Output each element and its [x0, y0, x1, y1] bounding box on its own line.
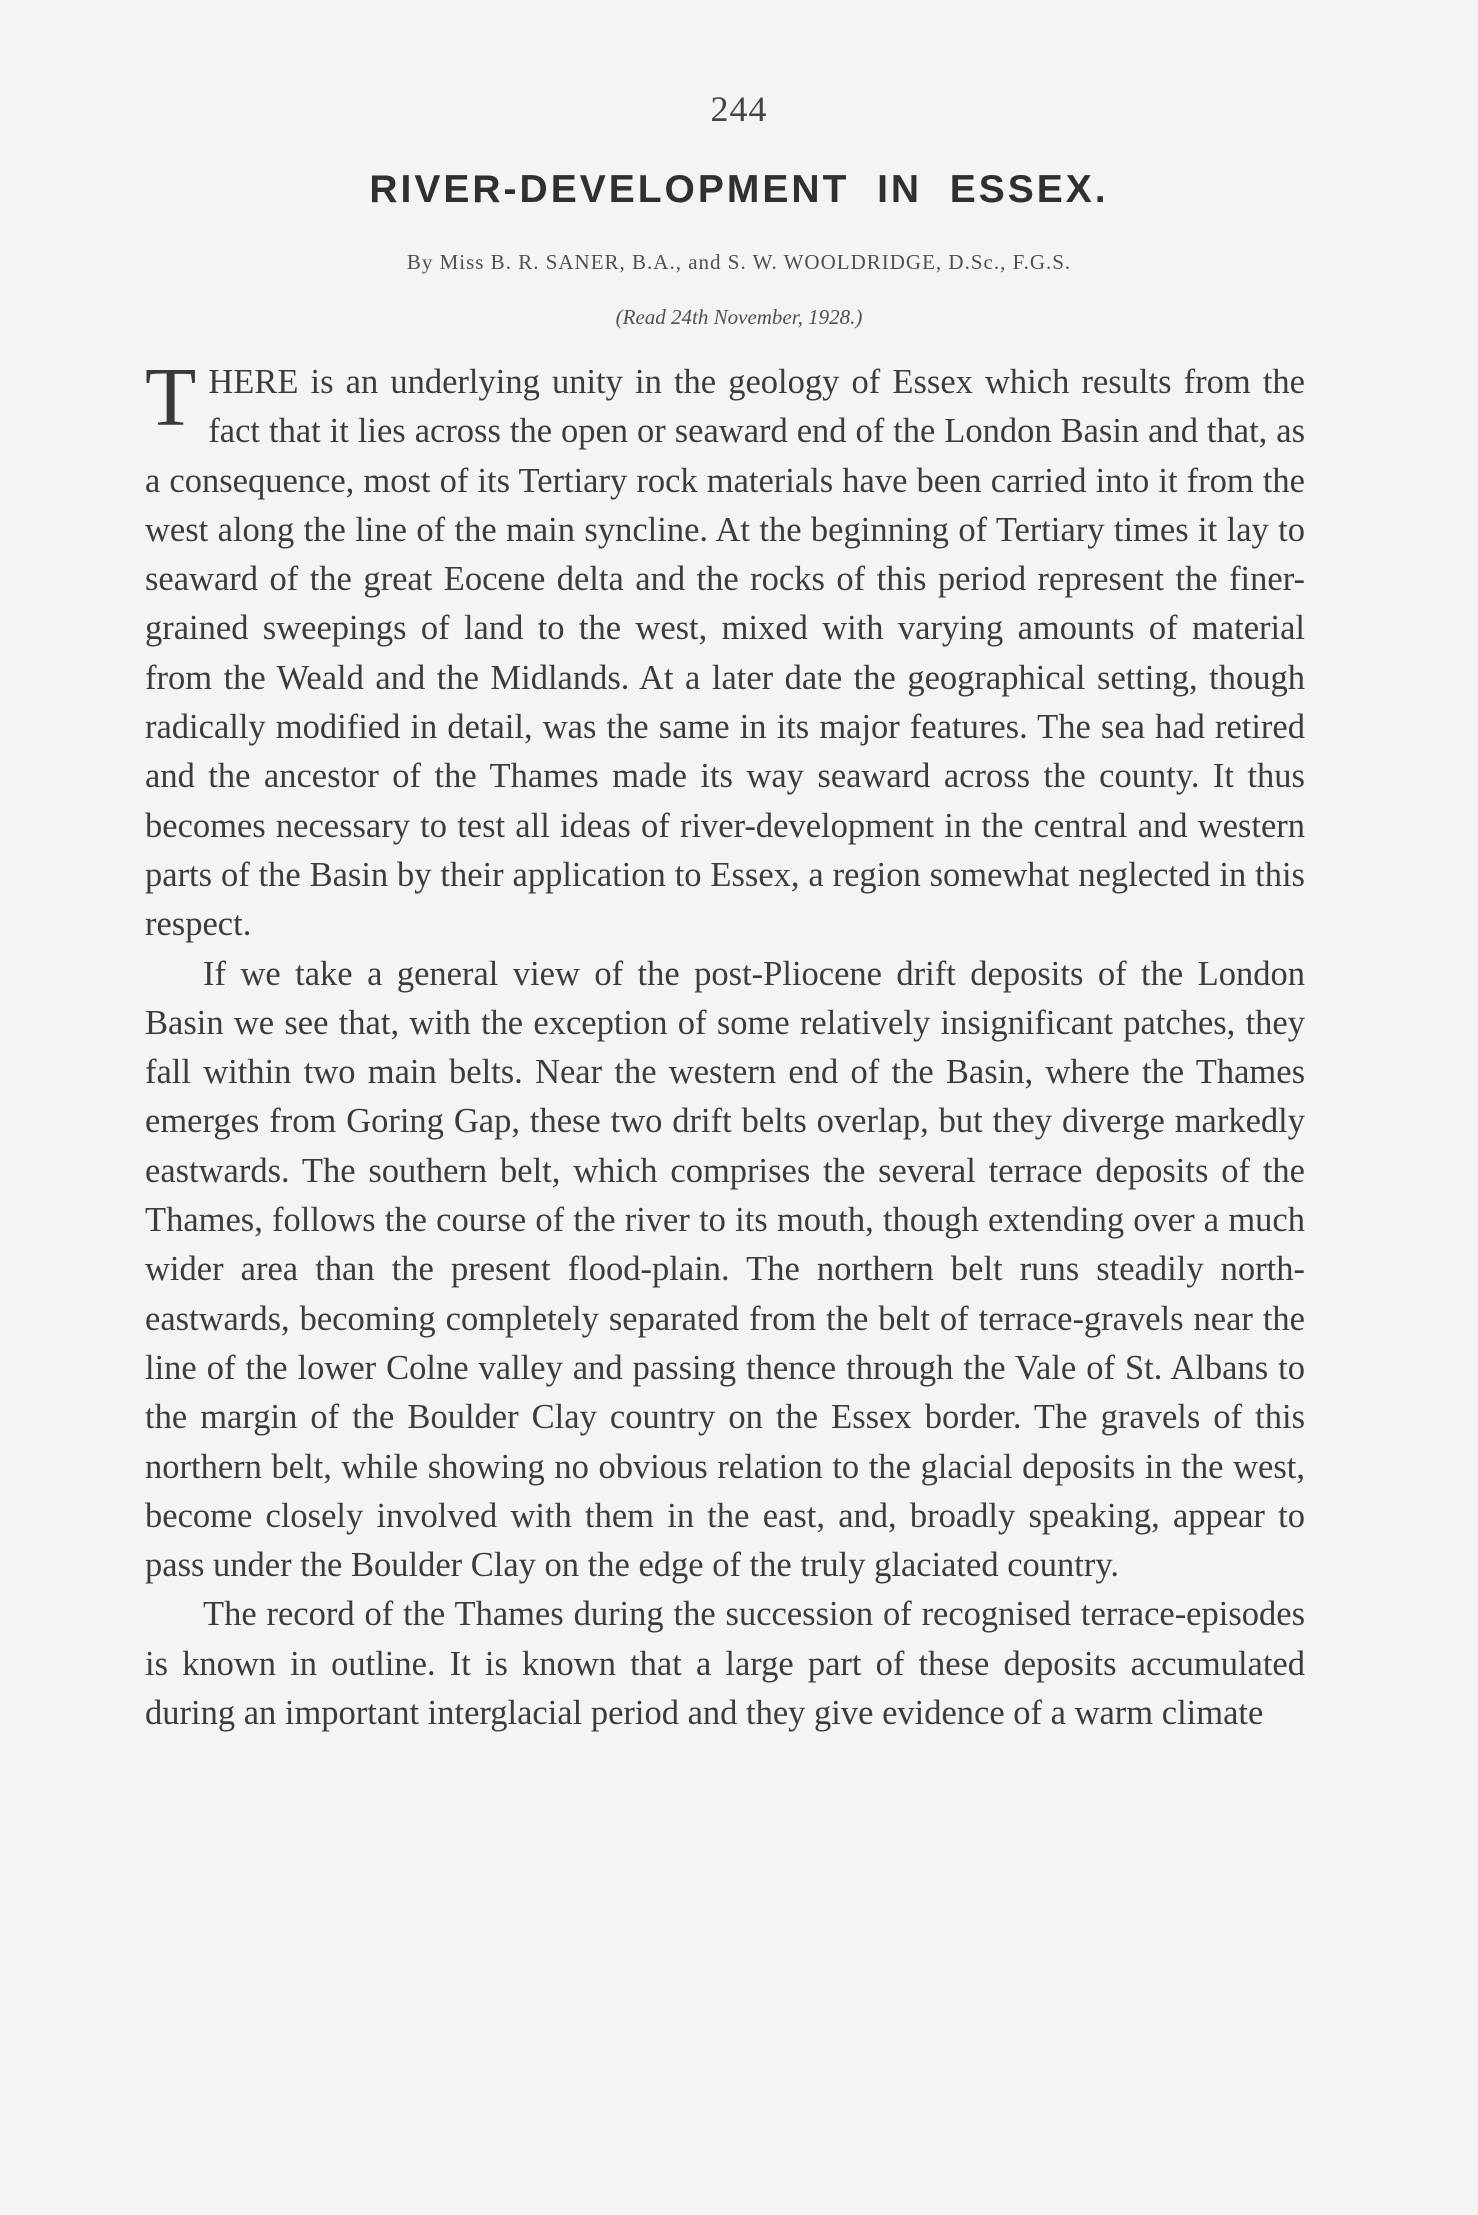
article-body — [145, 351, 1305, 1738]
paragraph-1-text: HERE is an underlying unity in the geology of Essex which results from the fact that it lies across the open or seaward end of the London Basin and that, as a consequence, most of its Tertiary rock materials have been carried into it from the west along the line of the main syncline. At the beginning of Tertiary times it lay to seaward of the great Eocene delta and the rocks of this period represent the finer-grained sweepings of land to the west, mixed with varying amounts of material from the Weald and the Midlands. At a later date the geographical setting, though radically modified in detail, was the same in its major features. The sea had retired and the ancestor of the Thames made its way seaward across the county. It thus becomes necessary to test all ideas of river-development in the central and western parts of the Basin by their application to Essex, a region somewhat neglected in this respect. — [145, 363, 1305, 944]
page-number: 244 — [710, 89, 768, 129]
read-date: (Read 24th November, 1928.) — [615, 305, 863, 329]
paragraph-3: The record of the Thames during the succession of recognised terrace-episodes is known in outline. It is known that a large part of these deposits accumulated during an important interglacial period and they give evidence of a warm climate — [145, 1595, 1305, 1733]
author-byline: By Miss B. R. SANER, B.A., and S. W. WOOLDRIDGE, D.Sc., F.G.S. — [406, 250, 1072, 274]
drop-cap: T — [145, 351, 197, 444]
article-title: RIVER-DEVELOPMENT IN ESSEX. — [369, 168, 1109, 211]
paragraph-1 — [145, 351, 1305, 950]
paragraph-2: If we take a general view of the post-Pliocene drift deposits of the London Basin we see that, with the exception of some relatively insignificant patches, they fall within two main belts. Near the western end of the Basin, where the Thames emerges from Goring Gap, these two drift belts overlap, but they diverge markedly eastwards. The southern belt, which comprises the several terrace deposits of the Thames, follows the course of the river to its mouth, though extending over a much wider area than the present flood-plain. The northern belt runs steadily north-eastwards, becoming completely separated from the belt of terrace-gravels near the line of the lower Colne valley and passing thence through the Vale of St. Albans to the margin of the Boulder Clay country on the Essex border. The gravels of this northern belt, while showing no obvious relation to the glacial deposits in the west, become closely involved with them in the east, and, broadly speaking, appear to pass under the Boulder Clay on the edge of the truly glaciated country. — [145, 954, 1305, 1585]
